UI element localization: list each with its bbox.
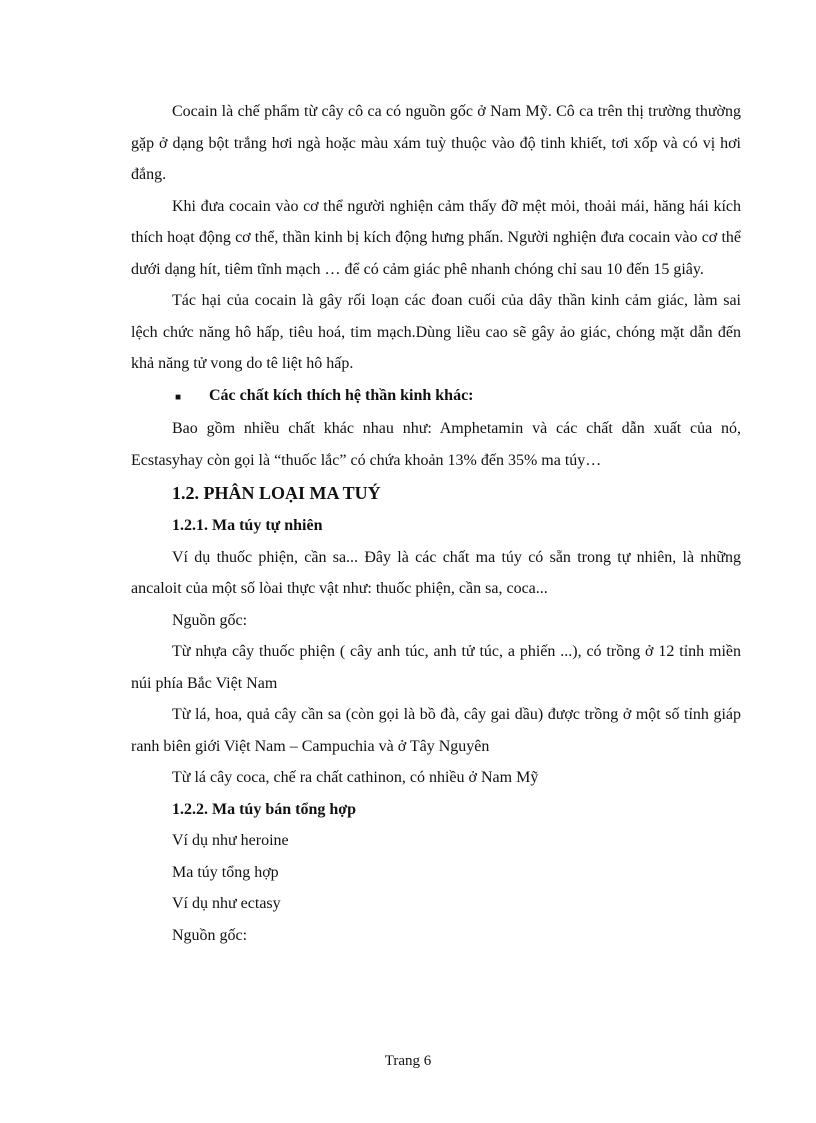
origin-label-2: Nguồn gốc:	[172, 926, 248, 944]
bullet-item	[175, 380, 741, 414]
paragraph-cocain-harm: Tác hại của cocain là gây rối loạn các đoan cuối của dây thần kinh cảm giác, làm sai lệch chức năng hô hấp, tiêu hoá, tim mạch.Dùng liều cao sẽ gây ảo giác, chóng mặt dẫn đến khả năng tử vong do tê liệt hô hấp.	[131, 292, 741, 372]
paragraph-cocain-intro: Cocain là chế phẩm từ cây cô ca có nguồn gốc ở Nam Mỹ. Cô ca trên thị trường thường gặp ở dạng bột trắng hơi ngà hoặc màu xám tuỳ thuộc vào độ tinh khiết, tơi xốp và có vị hơi đắng.	[131, 103, 741, 183]
document-body	[131, 96, 741, 951]
square-bullet-icon: ■	[175, 391, 182, 403]
section-heading: 1.2. PHÂN LOẠI MA TUÝ	[172, 483, 381, 503]
paragraph-natural-examples: Ví dụ thuốc phiện, cần sa... Đây là các chất ma túy có sẵn trong tự nhiên, là những ancaloit của một số lòai thực vật như: thuốc phiện, cần sa, coca...	[131, 548, 741, 597]
paragraph-coca-origin: Từ lá cây coca, chế ra chất cathinon, có nhiều ở Nam Mỹ	[172, 769, 539, 786]
semisynthetic-example: Ví dụ như heroine	[172, 832, 289, 849]
paragraph-cannabis-origin: Từ lá, hoa, quả cây cần sa (còn gọi là bồ đà, cây gai dầu) được trồng ở một số tỉnh giáp ranh biên giới Việt Nam – Campuchia và ở Tây Nguyên	[131, 706, 741, 755]
paragraph-other-stimulants: Bao gồm nhiều chất khác nhau như: Amphetamin và các chất dẫn xuất của nó, Ecstasyhay còn gọi là “thuốc lắc” có chứa khoản 13% đến 35% ma túy…	[131, 420, 741, 469]
bullet-heading: Các chất kích thích hệ thần kinh khác:	[209, 386, 474, 404]
paragraph-cocain-effects: Khi đưa cocain vào cơ thể người nghiện cảm thấy đỡ mệt mỏi, thoải mái, hăng hái kích thích hoạt động cơ thể, thần kinh bị kích động hưng phấn. Người nghiện đưa cocain vào cơ thể dưới dạng hít, tiêm tĩnh mạch … để có cảm giác phê nhanh chóng chỉ sau 10 đến 15 giây.	[131, 197, 741, 278]
subsection-heading-semisynthetic: 1.2.2. Ma túy bán tổng hợp	[172, 800, 357, 818]
subsection-heading-natural: 1.2.1. Ma túy tự nhiên	[172, 517, 323, 534]
synthetic-example: Ví dụ như ectasy	[172, 895, 281, 912]
synthetic-label: Ma túy tổng hợp	[172, 863, 279, 881]
page-number: Trang 6	[384, 1053, 432, 1069]
origin-label: Nguồn gốc:	[172, 611, 248, 629]
paragraph-opium-origin: Từ nhựa cây thuốc phiện ( cây anh túc, anh tử túc, a phiến ...), có trồng ở 12 tỉnh miền núi phía Bắc Việt Nam	[131, 643, 741, 692]
